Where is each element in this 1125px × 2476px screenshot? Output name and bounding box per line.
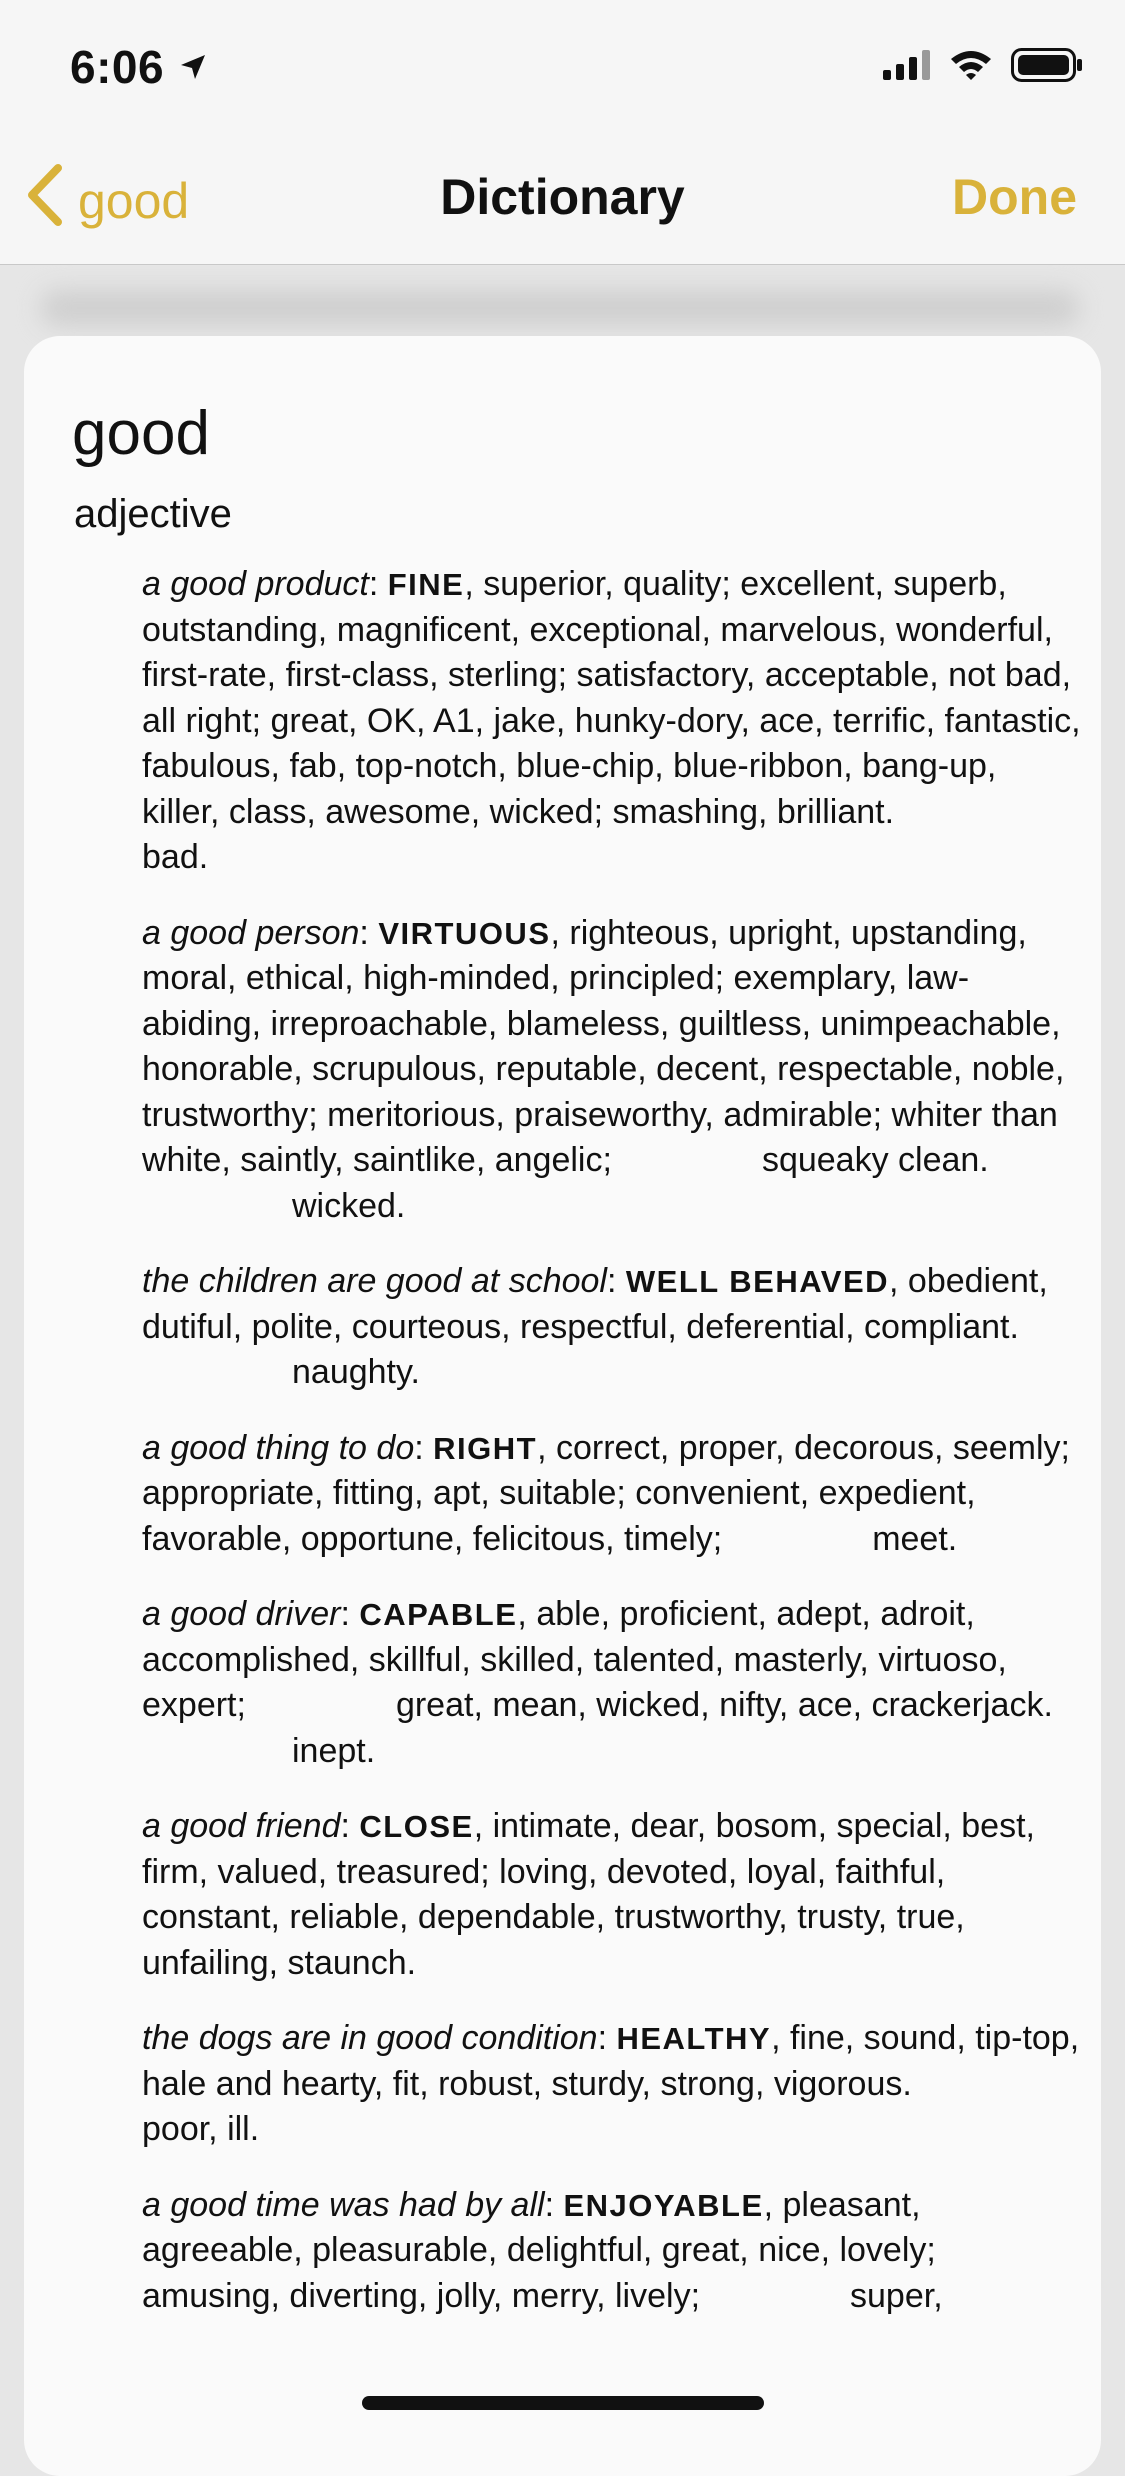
sense-list xyxy=(142,562,1082,2349)
antonyms: poor, ill. xyxy=(142,2110,260,2148)
sense-headword: CLOSE xyxy=(359,1809,474,1844)
antonyms: bad. xyxy=(142,838,209,876)
synonyms: , correct, proper, decorous, seemly; appropriate, fitting, apt, suitable; convenient, expedient, favorable, opportune, felicitous, timely; xyxy=(142,1428,1070,1558)
usage-example: a good friend xyxy=(142,1807,341,1845)
sense-item: a good product: FINE, superior, quality; excellent, superb, outstanding, magnificent, exceptional, marvelous, wonderful, first-rate, first-class, sterling; satisfactory, acceptable, not bad, all right; great, OK, A1, jake, hunky-dory, ace, terrific, fantastic, fabulous, fab, top-notch, blue-chip, blue-ribbon, bang-up, killer, class, awesome, wicked; smashing, brilliant.bad. xyxy=(142,565,1081,876)
done-button[interactable]: Done xyxy=(952,169,1077,225)
sense-headword: WELL BEHAVED xyxy=(625,1264,890,1299)
informal-synonyms: squeaky clean. xyxy=(761,1141,989,1179)
part-of-speech: adjective xyxy=(74,492,232,536)
usage-example: a good product xyxy=(142,565,369,603)
antonyms: naughty. xyxy=(292,1353,420,1391)
wifi-icon xyxy=(949,49,993,86)
antonyms: wicked. xyxy=(292,1186,406,1225)
synonyms: , superior, quality; excellent, superb, outstanding, magnificent, exceptional, marvelous, wonderful, first-rate, first-class, sterling; satisfactory, acceptable, not bad, all right; xyxy=(142,565,1072,740)
sense-headword: HEALTHY xyxy=(616,2021,772,2056)
informal-synonyms: great, mean, wicked, nifty, ace, crackerjack. xyxy=(395,1686,1053,1724)
antonyms: inept. xyxy=(292,1731,376,1770)
navigation-bar xyxy=(0,132,1125,265)
sense-item: the children are good at school: WELL BEHAVED, obedient, dutiful, polite, courteous, respectful, deferential, compliant.naughty. xyxy=(142,1262,1048,1391)
sense-headword: RIGHT xyxy=(433,1430,538,1466)
status-bar xyxy=(0,0,1125,132)
informal-synonyms: great, OK, A1, jake, hunky-dory, ace, terrific, fantastic, fabulous, fab, top-notch, blue-chip, blue-ribbon, bang-up, killer, class, awesome, wicked; smashing, brilliant. xyxy=(142,701,1081,831)
usage-example: a good driver xyxy=(142,1595,341,1633)
sense-headword: VIRTUOUS xyxy=(378,915,551,951)
sense-item: a good person: VIRTUOUS, righteous, upright, upstanding, moral, ethical, high-minded, principled; exemplary, law-abiding, irreproachable, blameless, guiltless, unimpeachable, honorable, scrupulous, reputable, decent, respectable, noble, trustworthy; meritorious, praiseworthy, admirable; whiter than white, saintly, saintlike, angelic; squeaky clean.wicked. xyxy=(142,913,1065,1225)
synonyms: , obedient, dutiful, polite, courteous, respectful, deferential, compliant. xyxy=(142,1262,1048,1346)
usage-example: a good person xyxy=(142,913,360,952)
sense-item: a good friend: CLOSE, intimate, dear, bosom, special, best, firm, valued, treasured; loving, devoted, loyal, faithful, constant, reliable, dependable, trustworthy, trusty, true, unfailing, staunch. xyxy=(142,1807,1035,1982)
entry-headword: good xyxy=(72,399,210,468)
antonyms: meet. xyxy=(872,1519,958,1558)
location-arrow-icon xyxy=(178,52,208,87)
sense-item: a good thing to do: RIGHT, correct, proper, decorous, seemly; appropriate, fitting, apt, suitable; convenient, expedient, favorable, opportune, felicitous, timely; meet. xyxy=(142,1428,1070,1558)
sense-headword: FINE xyxy=(387,567,465,602)
battery-icon xyxy=(1011,48,1083,87)
informal-synonyms: super, xyxy=(850,2276,943,2315)
dictionary-card xyxy=(24,336,1101,2476)
back-button-label: good xyxy=(78,173,190,229)
usage-example: the dogs are in good condition xyxy=(142,2019,598,2057)
synonyms: , fine, sound, tip-top, hale and hearty, fit, robust, sturdy, strong, vigorous. xyxy=(142,2019,1080,2103)
usage-example: a good thing to do xyxy=(142,1428,415,1467)
sense-item: a good time was had by all: ENJOYABLE, pleasant, agreeable, pleasurable, delightful, great, nice, lovely; amusing, diverting, jolly, merry, lively; super, xyxy=(142,2185,943,2315)
cellular-signal-icon xyxy=(883,50,931,85)
sense-item: the dogs are in good condition: HEALTHY, fine, sound, tip-top, hale and hearty, fit, robust, sturdy, strong, vigorous.poor, ill. xyxy=(142,2019,1080,2148)
sense-headword: CAPABLE xyxy=(359,1597,518,1632)
status-indicators xyxy=(883,48,1083,87)
status-time: 6:06 xyxy=(70,41,165,93)
home-indicator[interactable] xyxy=(362,2396,764,2410)
page-title: Dictionary xyxy=(440,169,685,225)
blurred-background xyxy=(40,290,1080,326)
synonyms: , intimate, dear, bosom, special, best, firm, valued, treasured; loving, devoted, loyal, faithful, constant, reliable, dependable, trustworthy, trusty, true, unfailing, staunch. xyxy=(142,1807,1035,1982)
synonyms: , righteous, upright, upstanding, moral, ethical, high-minded, principled; exemplary, law-abiding, irreproachable, blameless, guiltless, unimpeachable, honorable, scrupulous, reputable, decent, respectable, noble, trustworthy; meritorious, praiseworthy, admirable; whiter than white, saintly, saintlike, angelic; xyxy=(142,913,1065,1179)
sense-headword: ENJOYABLE xyxy=(563,2187,764,2223)
synonyms: , able, proficient, adept, adroit, accomplished, skillful, skilled, talented, masterly, virtuoso, expert; xyxy=(142,1595,1007,1724)
synonyms: , pleasant, agreeable, pleasurable, delightful, great, nice, lovely; amusing, diverting, jolly, merry, lively; xyxy=(142,2185,936,2315)
usage-example: the children are good at school xyxy=(142,1262,607,1300)
usage-example: a good time was had by all xyxy=(142,2185,545,2224)
sense-item: a good driver: CAPABLE, able, proficient, adept, adroit, accomplished, skillful, skilled, talented, masterly, virtuoso, expert; great, mean, wicked, nifty, ace, crackerjack.inept. xyxy=(142,1595,1053,1770)
